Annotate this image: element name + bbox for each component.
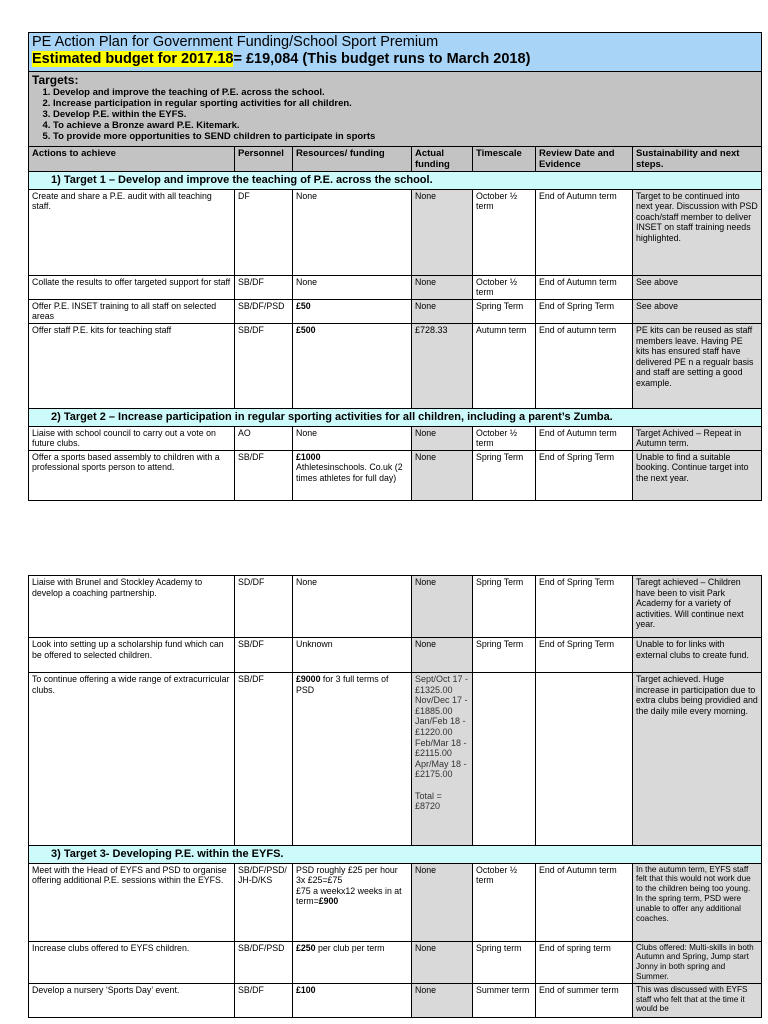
budget-line [32, 51, 758, 68]
target-item: 4. To achieve a Bronze award P.E. Kitemark. [53, 120, 758, 131]
cell-action: Offer a sports based assembly to children with a professional sports person to attend. [29, 450, 235, 500]
cell-timescale [473, 673, 536, 846]
cell-resources: None [293, 426, 412, 450]
funding-spacer [415, 780, 469, 791]
cell-actual: None [412, 863, 473, 941]
cell-review: End of Autumn term [536, 275, 633, 299]
cell-actual: None [412, 299, 473, 323]
cell-timescale: Spring Term [473, 576, 536, 638]
cell-actual: None [412, 941, 473, 983]
cell-personnel: SB/DF [235, 275, 293, 299]
cell-timescale: Autumn term [473, 323, 536, 408]
cell-next-steps: Target to be continued into next year. Discussion with PSD coach/staff member to deliver INSET on staff training needs highlighted. [633, 189, 762, 275]
cell-actual: None [412, 638, 473, 673]
cell-action: Meet with the Head of EYFS and PSD to organise offering additional P.E. sessions within the EYFS. [29, 863, 235, 941]
cell-action: To continue offering a wide range of extracurricular clubs. [29, 673, 235, 846]
table-row [29, 275, 762, 299]
plan-title: PE Action Plan for Government Funding/School Sport Premium [32, 34, 439, 50]
cell-actual: None [412, 189, 473, 275]
cell-resources: Unknown [293, 638, 412, 673]
cell-actual: None [412, 275, 473, 299]
cell-timescale: Spring Term [473, 450, 536, 500]
cell-review: End of Autumn term [536, 426, 633, 450]
header-next-steps: Sustainability and next steps. [633, 147, 762, 172]
cell-actual: None [412, 983, 473, 1017]
cell-resources: None [293, 189, 412, 275]
header-row [29, 147, 762, 172]
cell-action: Offer staff P.E. kits for teaching staff [29, 323, 235, 408]
table-row [29, 576, 762, 638]
cell-action: Offer P.E. INSET training to all staff on selected areas [29, 299, 235, 323]
cell-timescale: Spring Term [473, 638, 536, 673]
cell-personnel: SB/DF [235, 983, 293, 1017]
cell-actual [412, 673, 473, 846]
cell-timescale: Spring Term [473, 299, 536, 323]
table-row [29, 863, 762, 941]
cell-next-steps: See above [633, 275, 762, 299]
funding-line: Apr/May 18 - £2175.00 [415, 758, 467, 780]
cell-resources: £250 per club per term [293, 941, 412, 983]
cell-action: Collate the results to offer targeted support for staff [29, 275, 235, 299]
title-row [29, 33, 762, 72]
target-item: 1. Develop and improve the teaching of P.E. across the school. [53, 87, 758, 98]
cell-timescale: October ½ term [473, 863, 536, 941]
header-actions: Actions to achieve [29, 147, 235, 172]
targets-label: Targets: [32, 73, 79, 87]
cell-action: Liaise with Brunel and Stockley Academy to develop a coaching partnership. [29, 576, 235, 638]
cell-timescale: October ½ term [473, 426, 536, 450]
cell-timescale: October ½ term [473, 189, 536, 275]
section-target-2: 2) Target 2 – Increase participation in regular sporting activities for all children, including a parent’s Zumba. [29, 408, 762, 426]
cell-resources: £9000 for 3 full terms of PSD [293, 673, 412, 846]
cell-next-steps: This was discussed with EYFS staff who felt that at the time it would be [633, 983, 762, 1017]
section-target-1: 1) Target 1 – Develop and improve the teaching of P.E. across the school. [29, 172, 762, 190]
table-row [29, 983, 762, 1017]
cell-next-steps: Unable to find a suitable booking. Continue target into the next year. [633, 450, 762, 500]
targets-list [32, 87, 758, 142]
cell-next-steps: Unable to for links with external clubs to create fund. [633, 638, 762, 673]
cell-review: End of autumn term [536, 323, 633, 408]
cell-personnel: SB/DF/PSD/JH-D/KS [235, 863, 293, 941]
cell-next-steps: Taregt achieved – Children have been to visit Park Academy for a variety of activities. Will continue next year. [633, 576, 762, 638]
table-row [29, 189, 762, 275]
table-row [29, 450, 762, 500]
cell-action: Liaise with school council to carry out a vote on future clubs. [29, 426, 235, 450]
cell-timescale: October ½ term [473, 275, 536, 299]
budget-rest: = £19,084 (This budget runs to March 2018) [233, 51, 531, 67]
cell-review: End of Spring Term [536, 450, 633, 500]
funding-line: Jan/Feb 18 - £1220.00 [415, 716, 466, 737]
cell-action: Develop a nursery ‘Sports Day’ event. [29, 983, 235, 1017]
action-plan-table-page2 [28, 575, 762, 1018]
cell-resources: None [293, 576, 412, 638]
cell-next-steps: Target Achived – Repeat in Autumn term. [633, 426, 762, 450]
table-row [29, 299, 762, 323]
funding-total: Total = £8720 [415, 790, 442, 812]
table-row [29, 673, 762, 846]
cell-actual: None [412, 576, 473, 638]
cell-personnel: AO [235, 426, 293, 450]
table-row [29, 323, 762, 408]
target-item: 5. To provide more opportunities to SEND children to participate in sports [53, 131, 758, 142]
target-item: 3. Develop P.E. within the EYFS. [53, 109, 758, 120]
cell-timescale: Spring term [473, 941, 536, 983]
cell-next-steps: Target achieved. Huge increase in participation due to extra clubs being providied and the daily mile every morning. [633, 673, 762, 846]
cell-resources: £1000 Athletesinschools. Co.uk (2 times athletes for full day) [293, 450, 412, 500]
header-review: Review Date and Evidence [536, 147, 633, 172]
cell-review: End of summer term [536, 983, 633, 1017]
header-personnel: Personnel [235, 147, 293, 172]
table-row [29, 426, 762, 450]
cell-actual: £728.33 [412, 323, 473, 408]
funding-line: Feb/Mar 18 - £2115.00 [415, 737, 467, 759]
cell-actual: None [412, 450, 473, 500]
cell-resources: PSD roughly £25 per hour 3x £25=£75 £75 a weekx12 weeks in at term=£900 [293, 863, 412, 941]
cell-resources: £500 [293, 323, 412, 408]
cell-timescale: Summer term [473, 983, 536, 1017]
cell-review: End of Spring Term [536, 576, 633, 638]
header-timescale: Timescale [473, 147, 536, 172]
cell-action: Create and share a P.E. audit with all teaching staff. [29, 189, 235, 275]
cell-action: Increase clubs offered to EYFS children. [29, 941, 235, 983]
funding-line: Sept/Oct 17 - £1325.00 [415, 674, 469, 695]
cell-review: End of Autumn term [536, 189, 633, 275]
cell-actual: None [412, 426, 473, 450]
cell-action: Look into setting up a scholarship fund which can be offered to selected children. [29, 638, 235, 673]
cell-personnel: SB/DF/PSD [235, 299, 293, 323]
action-plan-table-page1 [28, 32, 762, 501]
cell-personnel: SB/DF [235, 323, 293, 408]
cell-next-steps: PE kits can be reused as staff members leave. Having PE kits has ensured staff have delivered PE n a regualr basis and staff are setting a good example. [633, 323, 762, 408]
cell-review [536, 673, 633, 846]
cell-next-steps: In the autumn term, EYFS staff felt that this would not work due to the children being too young. In the spring term, PSD were unable to offer any additional coaches. [633, 863, 762, 941]
cell-personnel: DF [235, 189, 293, 275]
cell-personnel: SB/DF [235, 673, 293, 846]
cell-review: End of Spring Term [536, 299, 633, 323]
table-row [29, 941, 762, 983]
cell-personnel: SB/DF [235, 450, 293, 500]
cell-resources: None [293, 275, 412, 299]
cell-personnel: SB/DF/PSD [235, 941, 293, 983]
cell-resources: £50 [293, 299, 412, 323]
section-target-3: 3) Target 3- Developing P.E. within the EYFS. [29, 846, 762, 864]
cell-personnel: SB/DF [235, 638, 293, 673]
cell-next-steps: Clubs offered: Multi-skills in both Autumn and Spring, Jump start Jonny in both spring and Summer. [633, 941, 762, 983]
header-actual-funding: Actual funding [412, 147, 473, 172]
cell-next-steps: See above [633, 299, 762, 323]
funding-line: Nov/Dec 17 - £1885.00 [415, 695, 468, 716]
header-resources: Resources/ funding [293, 147, 412, 172]
cell-review: End of spring term [536, 941, 633, 983]
table-row [29, 638, 762, 673]
targets-row [29, 72, 762, 147]
cell-review: End of Autumn term [536, 863, 633, 941]
target-item: 2. Increase participation in regular sporting activities for all children. [53, 98, 758, 109]
cell-personnel: SD/DF [235, 576, 293, 638]
cell-resources: £100 [293, 983, 412, 1017]
budget-highlight: Estimated budget for 2017.18 [32, 51, 234, 67]
cell-review: End of Spring Term [536, 638, 633, 673]
